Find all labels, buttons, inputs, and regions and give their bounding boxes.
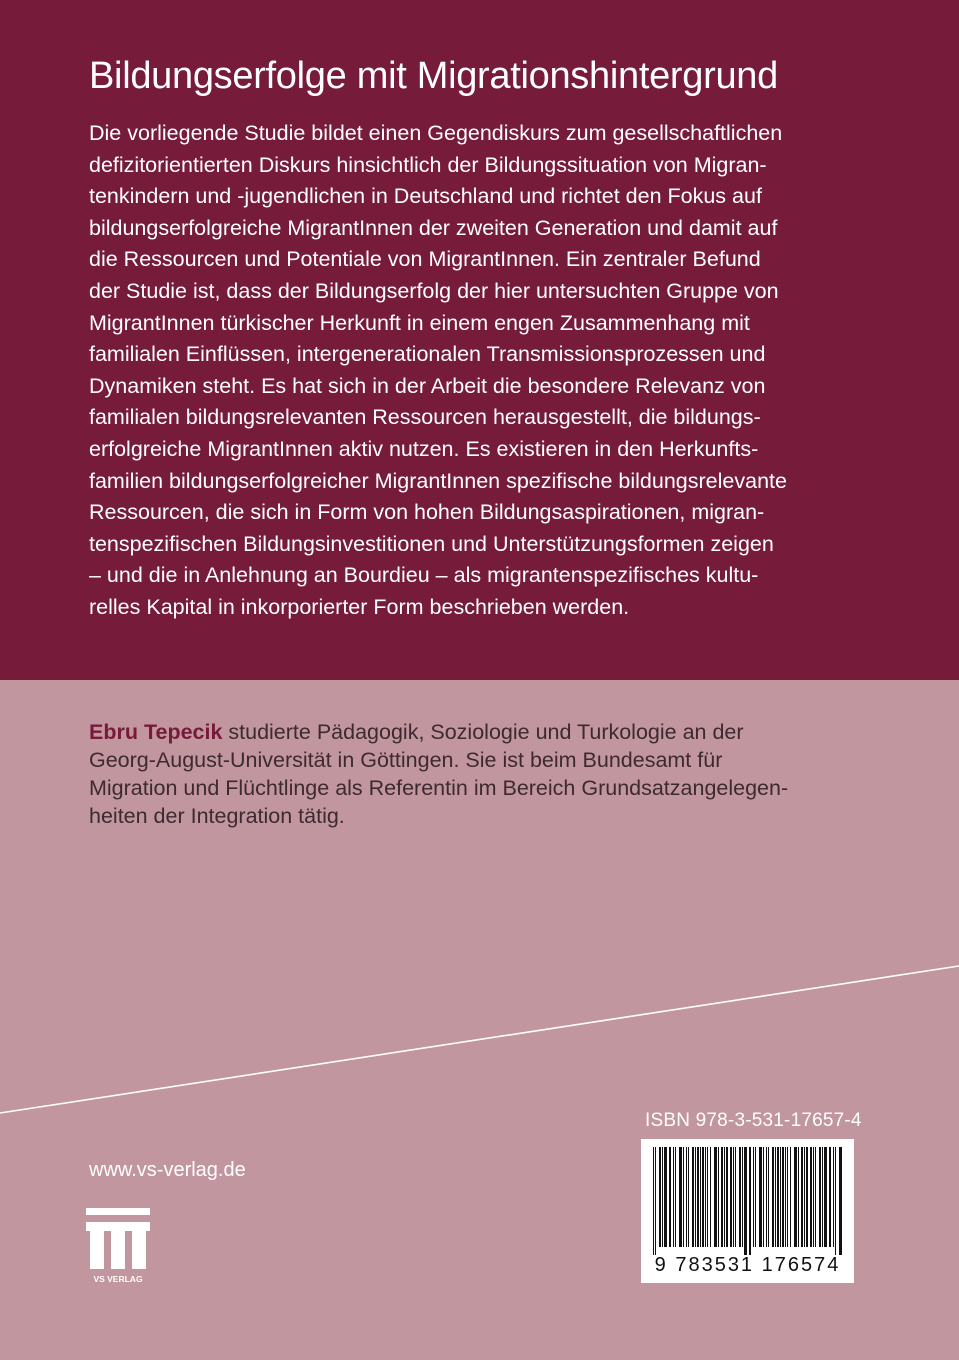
barcode-bar	[804, 1147, 805, 1247]
bio-line: Migration und Flüchtlinge als Referentin im Bereich Grundsatzangelegen-	[89, 776, 789, 800]
blurb-line: familialen bildungsrelevanten Ressourcen herausgestellt, die bildungs-	[89, 405, 761, 430]
barcode-bar	[669, 1147, 671, 1247]
barcode-bar	[688, 1147, 689, 1247]
barcode-bar	[768, 1147, 769, 1247]
barcode-bar	[749, 1147, 751, 1255]
blurb-line: der Studie ist, dass der Bildungserfolg der hier untersuchten Gruppe von	[89, 278, 779, 303]
barcode-bar	[739, 1147, 741, 1247]
bio-line	[89, 718, 869, 746]
barcode-bar	[730, 1147, 732, 1247]
author-bio	[89, 718, 869, 830]
barcode-bar	[692, 1147, 694, 1247]
barcode-bar	[763, 1147, 764, 1247]
barcode-bar	[700, 1147, 701, 1247]
barcode-bar	[702, 1147, 704, 1247]
logo-text: VS VERLAG	[93, 1274, 143, 1284]
barcode-bar	[724, 1147, 725, 1247]
blurb-line: tenkindern und -jugendlichen in Deutschland und richtet den Fokus auf	[89, 184, 762, 209]
blurb-line: erfolgreiche MigrantInnen aktiv nutzen. Es existieren in den Herkunfts-	[89, 436, 759, 461]
bio-line: heiten der Integration tätig.	[89, 804, 345, 828]
barcode-bar	[683, 1147, 684, 1247]
barcode-bar	[742, 1147, 743, 1247]
bio-line: Georg-August-Universität in Göttingen. Sie ist beim Bundesamt für	[89, 748, 723, 772]
bottom-panel	[0, 680, 959, 1360]
barcode-bar	[794, 1147, 797, 1247]
barcode-bar	[679, 1147, 682, 1247]
barcode-bar	[813, 1147, 814, 1247]
book-title: Bildungserfolge mit Migrationshintergrund	[89, 55, 778, 97]
barcode-bar	[790, 1147, 791, 1247]
barcode-bar	[735, 1147, 736, 1247]
website-url: www.vs-verlag.de	[89, 1159, 246, 1181]
blurb-line: – und die in Anlehnung an Bourdieu – als migrantenspezifisches kultu-	[89, 563, 759, 588]
blurb-line: tenspezifischen Bildungsinvestitionen und Unterstützungsformen zeigen	[89, 531, 774, 556]
barcode-bar	[675, 1147, 676, 1247]
barcode-bar	[718, 1147, 719, 1247]
barcode-bar	[673, 1147, 674, 1247]
barcode-bar	[662, 1147, 663, 1247]
blurb-line: familialen Einflüssen, intergenerationalen Transmissionsprozessen und	[89, 342, 766, 367]
barcode-bar	[798, 1147, 799, 1247]
barcode-bar	[707, 1147, 708, 1247]
barcode-bar	[766, 1147, 767, 1247]
bio-text: studierte Pädagogik, Soziologie und Turkologie an der	[222, 720, 744, 744]
barcode	[641, 1139, 854, 1283]
barcode-bar	[810, 1147, 812, 1247]
barcode-bar	[655, 1147, 656, 1255]
barcode-bar	[772, 1147, 774, 1247]
barcode-bar	[782, 1147, 784, 1247]
barcode-bar	[664, 1147, 667, 1247]
blurb-line: MigrantInnen türkischer Herkunft in einem engen Zusammenhang mit	[89, 310, 750, 335]
barcode-bar	[697, 1147, 699, 1247]
isbn-label: ISBN 978-3-531-17657-4	[645, 1110, 862, 1131]
barcode-bar	[819, 1147, 821, 1247]
barcode-bar	[710, 1147, 711, 1247]
barcode-bar	[822, 1147, 823, 1247]
blurb-line: die Ressourcen und Potentiale von MigrantInnen. Ein zentraler Befund	[89, 247, 761, 272]
barcode-bar	[829, 1147, 831, 1247]
barcode-bar	[815, 1147, 816, 1247]
vs-verlag-logo-icon	[86, 1208, 150, 1286]
author-name: Ebru Tepecik	[89, 720, 223, 744]
barcode-bar	[839, 1147, 842, 1255]
barcode-bar	[806, 1147, 808, 1247]
barcode-number: 9 783531 176574	[654, 1254, 841, 1276]
barcode-bar	[780, 1147, 781, 1247]
barcode-bar	[787, 1147, 788, 1247]
blurb-line: bildungserfolgreiche MigrantInnen der zweiten Generation und damit auf	[89, 215, 778, 240]
barcode-bar	[659, 1147, 661, 1247]
barcode-bar	[753, 1147, 754, 1247]
barcode-bar	[759, 1147, 762, 1247]
barcode-bar	[726, 1147, 728, 1247]
barcode-bar	[714, 1147, 717, 1247]
blurb-line: familien bildungserfolgreicher MigrantInnen spezifische bildungsrelevante	[89, 468, 787, 493]
barcode-bar	[777, 1147, 779, 1247]
barcode-bar	[733, 1147, 734, 1247]
barcode-bar	[824, 1147, 827, 1247]
barcode-bar	[744, 1147, 747, 1255]
blurb-line: defizitorientierten Diskurs hinsichtlich der Bildungssituation von Migran-	[89, 152, 767, 177]
blurb-line: relles Kapital in inkorporierter Form beschrieben werden.	[89, 594, 630, 619]
barcode-bar	[721, 1147, 723, 1247]
blurb	[89, 118, 869, 624]
barcode-bar	[775, 1147, 776, 1247]
barcode-bar	[755, 1147, 756, 1247]
barcode-bar	[686, 1147, 687, 1247]
barcode-bar	[705, 1147, 706, 1247]
barcode-bar	[833, 1147, 834, 1247]
barcode-bar	[653, 1147, 654, 1255]
blurb-line: Ressourcen, die sich in Form von hohen Bildungsaspirationen, migran-	[89, 500, 765, 525]
blurb-line: Dynamiken steht. Es hat sich in der Arbeit die besondere Relevanz von	[89, 373, 766, 398]
barcode-bar	[785, 1147, 786, 1247]
barcode-bar	[801, 1147, 803, 1247]
barcode-bar	[695, 1147, 696, 1247]
barcode-bar	[835, 1147, 836, 1255]
blurb-line: Die vorliegende Studie bildet einen Gegendiskurs zum gesellschaftlichen	[89, 121, 783, 145]
